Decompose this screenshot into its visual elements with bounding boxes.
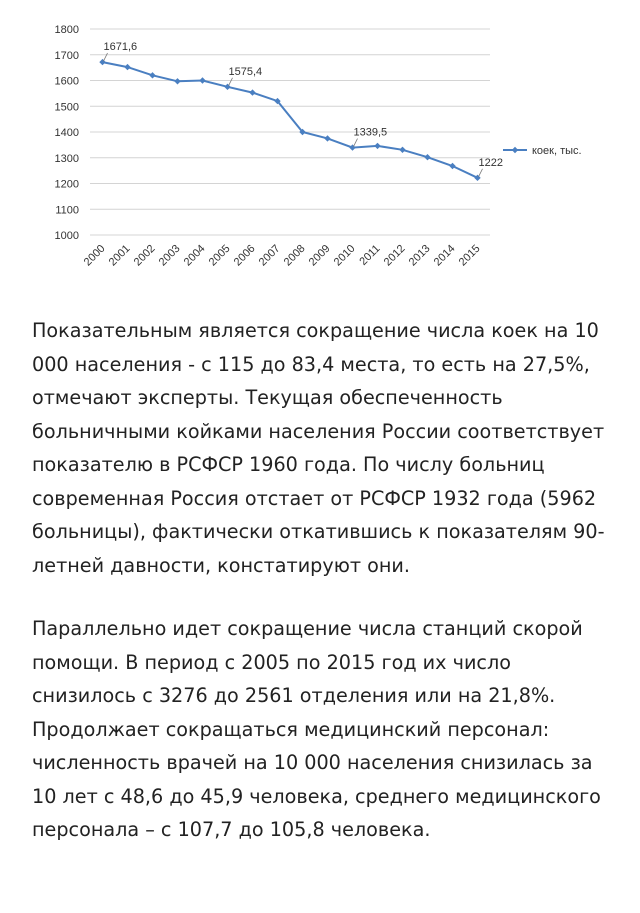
data-label: 1575,4 <box>228 65 263 78</box>
beds-chart <box>0 0 640 300</box>
data-point <box>249 89 255 95</box>
y-tick-label: 1500 <box>54 101 79 114</box>
x-tick-label: 2008 <box>281 242 308 269</box>
x-tick-label: 2006 <box>231 242 258 269</box>
y-tick-label: 1700 <box>54 49 79 62</box>
x-tick-label: 2007 <box>256 242 283 269</box>
series-line <box>103 62 478 178</box>
data-point <box>224 84 230 90</box>
y-tick-label: 1200 <box>54 178 79 191</box>
y-tick-label: 1600 <box>54 75 79 88</box>
x-tick-label: 2000 <box>81 242 108 269</box>
y-tick-label: 1000 <box>54 230 79 242</box>
x-tick-label: 2001 <box>106 242 133 269</box>
article-paragraph-1: Показательным является сокращение числа коек на 10 000 населения - с 115 до 83,4 места, то есть на 27,5%, отмечают эксперты. Текущая обеспеченность больничными койками населения России соответствует показателю в РСФСР 1960 года. По числу больниц современная Россия отстает от РСФСР 1932 года (5962 больницы), фактически откатившись к показателям 90-летней давности, констатируют они. <box>32 319 605 577</box>
x-tick-label: 2002 <box>131 242 158 269</box>
y-tick-label: 1100 <box>55 204 79 217</box>
data-point <box>99 59 105 65</box>
data-label: 1222 <box>478 156 503 169</box>
x-tick-label: 2011 <box>357 242 383 268</box>
x-tick-label: 2003 <box>156 242 183 269</box>
data-label: 1671,6 <box>103 41 138 54</box>
data-point <box>399 147 405 153</box>
legend-label: коек, тыс. <box>532 145 582 157</box>
x-tick-label: 2015 <box>456 242 483 269</box>
x-tick-label: 2013 <box>406 242 433 269</box>
data-label: 1339,5 <box>353 126 388 139</box>
data-point <box>174 78 180 84</box>
data-point <box>199 77 205 83</box>
data-label-leader <box>354 139 358 147</box>
data-point <box>424 154 430 160</box>
data-point <box>374 143 380 149</box>
article-body <box>32 314 612 877</box>
x-tick-label: 2004 <box>181 242 208 269</box>
data-label-leader <box>479 169 483 177</box>
y-tick-label: 1300 <box>54 152 79 165</box>
x-tick-label: 2009 <box>306 242 333 269</box>
data-label-leader <box>229 78 233 86</box>
beds-chart-svg <box>0 0 640 300</box>
y-tick-label: 1400 <box>54 127 79 139</box>
x-tick-label: 2005 <box>206 242 233 269</box>
y-tick-label: 1800 <box>54 24 79 36</box>
x-tick-label: 2012 <box>381 242 408 269</box>
data-point <box>124 64 130 70</box>
legend-marker <box>512 147 518 153</box>
data-point <box>324 135 330 141</box>
x-tick-label: 2014 <box>431 242 458 269</box>
x-tick-label: 2010 <box>331 242 358 269</box>
article-paragraph-2: Параллельно идет сокращение числа станций скорой помощи. В период с 2005 по 2015 год их число снизилось с 3276 до 2561 отделения или на 21,8%. Продолжает сокращаться медицинский персонал: численность врачей на 10 000 населения снизилась за 10 лет с 48,6 до 45,9 человека, среднего медицинского персонала – с 107,7 до 105,8 человека. <box>32 617 601 841</box>
data-point <box>349 144 355 150</box>
data-point <box>474 175 480 181</box>
data-point <box>149 72 155 78</box>
data-point <box>449 163 455 169</box>
